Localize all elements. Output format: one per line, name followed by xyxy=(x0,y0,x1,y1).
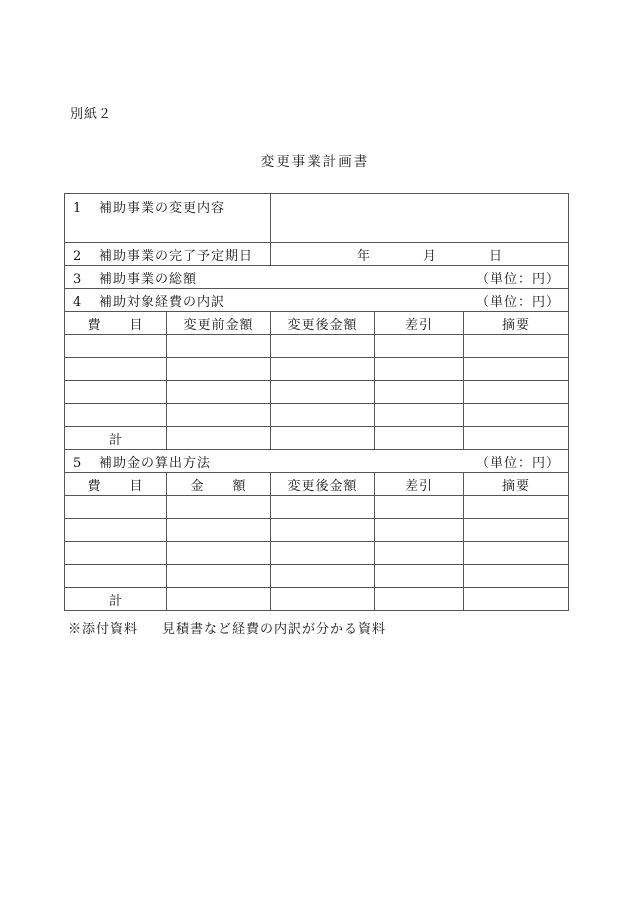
section3-label: 補助事業の総額 xyxy=(99,271,198,287)
table-cell[interactable] xyxy=(65,381,167,404)
table-cell[interactable] xyxy=(65,519,167,542)
section3-row xyxy=(65,266,569,289)
table-cell[interactable] xyxy=(271,565,375,588)
section3-cell xyxy=(65,266,569,289)
section2-label: 補助事業の完了予定期日 xyxy=(99,248,254,264)
section4-header-row xyxy=(65,312,569,335)
column-header: 金 額 xyxy=(167,473,271,496)
table-cell[interactable] xyxy=(167,335,271,358)
table-cell[interactable] xyxy=(375,565,464,588)
table-cell[interactable] xyxy=(375,335,464,358)
table-cell[interactable] xyxy=(464,565,569,588)
table-row xyxy=(65,381,569,404)
table-cell[interactable] xyxy=(464,542,569,565)
table-cell[interactable] xyxy=(167,427,271,450)
table-cell[interactable] xyxy=(375,358,464,381)
table-cell[interactable] xyxy=(464,496,569,519)
section2-row xyxy=(65,243,569,266)
table-cell[interactable] xyxy=(65,335,167,358)
section1-label-cell xyxy=(65,194,271,243)
section4-total-row xyxy=(65,427,569,450)
document-title: 変更事業計画書 xyxy=(260,154,370,170)
table-cell[interactable] xyxy=(464,381,569,404)
table-cell[interactable] xyxy=(375,427,464,450)
section4-label: 補助対象経費の内訳 xyxy=(99,294,226,310)
table-cell[interactable] xyxy=(375,496,464,519)
section2-label-cell xyxy=(65,243,271,266)
table-cell[interactable] xyxy=(375,404,464,427)
section5-header-row xyxy=(65,473,569,496)
table-cell[interactable] xyxy=(65,542,167,565)
attachment-note xyxy=(68,618,386,637)
column-header: 費 目 xyxy=(65,473,167,496)
table-row xyxy=(65,542,569,565)
table-cell[interactable] xyxy=(464,519,569,542)
column-header: 変更前金額 xyxy=(167,312,271,335)
table-cell[interactable] xyxy=(271,381,375,404)
table-cell[interactable] xyxy=(167,404,271,427)
table-cell[interactable] xyxy=(167,358,271,381)
table-cell[interactable] xyxy=(271,335,375,358)
section1-value-cell[interactable] xyxy=(271,194,569,243)
table-row xyxy=(65,335,569,358)
plan-table xyxy=(64,193,569,611)
table-cell[interactable] xyxy=(464,358,569,381)
column-header: 差引 xyxy=(375,473,464,496)
table-cell[interactable] xyxy=(464,404,569,427)
section1-number: 1 xyxy=(73,201,83,216)
section5-unit: （単位：円） xyxy=(476,455,561,471)
table-cell[interactable] xyxy=(167,519,271,542)
completion-date-cell[interactable] xyxy=(271,243,569,266)
section4-cell xyxy=(65,289,569,312)
table-cell[interactable] xyxy=(464,335,569,358)
section3-unit: （単位：円） xyxy=(476,271,561,287)
section5-total-row xyxy=(65,588,569,611)
table-cell[interactable] xyxy=(464,427,569,450)
table-cell[interactable] xyxy=(65,496,167,519)
table-cell[interactable] xyxy=(271,519,375,542)
day-label: 日 xyxy=(489,248,504,264)
table-cell[interactable] xyxy=(65,358,167,381)
table-cell[interactable] xyxy=(375,542,464,565)
column-header: 変更後金額 xyxy=(271,473,375,496)
section1-row xyxy=(65,194,569,243)
column-header: 摘要 xyxy=(464,473,569,496)
table-cell[interactable] xyxy=(271,427,375,450)
table-cell[interactable] xyxy=(65,565,167,588)
table-row xyxy=(65,496,569,519)
table-cell[interactable] xyxy=(464,588,569,611)
table-cell[interactable] xyxy=(167,565,271,588)
table-cell[interactable] xyxy=(167,542,271,565)
table-cell[interactable] xyxy=(271,404,375,427)
year-label: 年 xyxy=(357,248,372,264)
column-header: 費 目 xyxy=(65,312,167,335)
section3-number: 3 xyxy=(73,271,83,287)
table-cell[interactable] xyxy=(271,358,375,381)
section5-cell xyxy=(65,450,569,473)
table-row xyxy=(65,565,569,588)
table-row xyxy=(65,519,569,542)
table-cell[interactable] xyxy=(375,588,464,611)
section5-row xyxy=(65,450,569,473)
section4-number: 4 xyxy=(73,294,83,310)
month-label: 月 xyxy=(423,248,438,264)
section4-row xyxy=(65,289,569,312)
table-row xyxy=(65,358,569,381)
column-header: 摘要 xyxy=(464,312,569,335)
table-cell[interactable] xyxy=(167,381,271,404)
table-cell[interactable] xyxy=(167,496,271,519)
attachment-label: 別紙２ xyxy=(70,107,113,122)
note-prefix: ※添付資料 xyxy=(68,622,139,637)
table-cell[interactable] xyxy=(375,381,464,404)
column-header: 差引 xyxy=(375,312,464,335)
section1-label: 補助事業の変更内容 xyxy=(99,201,226,216)
section2-number: 2 xyxy=(73,248,83,264)
table-cell[interactable] xyxy=(271,588,375,611)
table-cell[interactable] xyxy=(65,404,167,427)
section4-unit: （単位：円） xyxy=(476,294,561,310)
total-label: 計 xyxy=(65,427,167,450)
table-cell[interactable] xyxy=(375,519,464,542)
section5-number: 5 xyxy=(73,455,83,471)
table-row xyxy=(65,404,569,427)
table-cell[interactable] xyxy=(271,542,375,565)
table-cell[interactable] xyxy=(271,496,375,519)
table-cell[interactable] xyxy=(167,588,271,611)
note-text: 見積書など経費の内訳が分かる資料 xyxy=(162,622,387,637)
section5-label: 補助金の算出方法 xyxy=(99,455,212,471)
column-header: 変更後金額 xyxy=(271,312,375,335)
total-label: 計 xyxy=(65,588,167,611)
